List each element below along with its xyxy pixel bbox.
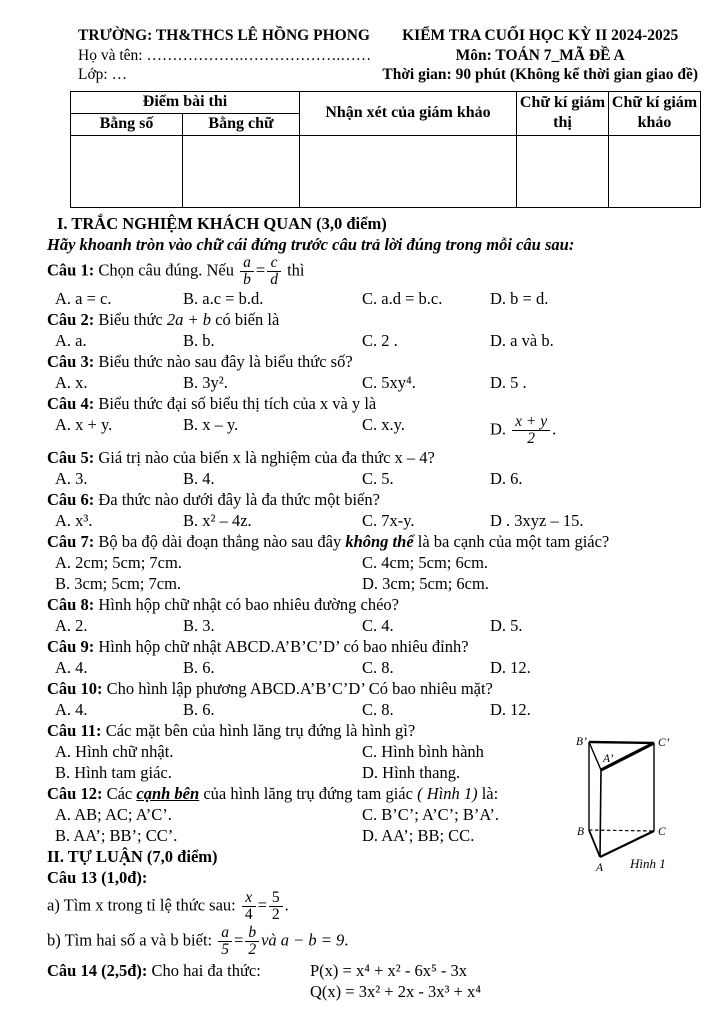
question-5	[47, 447, 698, 489]
comment-cell	[300, 135, 517, 207]
vertex-label-b-prime: B’	[576, 736, 587, 748]
option-b: B. 3cm; 5cm; 7cm.	[55, 573, 182, 593]
question-7	[47, 531, 698, 594]
option-a: A. x³.	[55, 510, 93, 530]
option-c: C. a.d = b.c.	[362, 288, 443, 308]
question-6-label: Câu 6:	[47, 489, 95, 509]
question-7-statement	[47, 531, 698, 552]
score-words-cell	[183, 135, 300, 207]
option-a: A. 4.	[55, 657, 88, 677]
fraction-numerator: b	[245, 925, 259, 942]
question-3	[47, 351, 698, 393]
option-b: B. x² – 4z.	[183, 510, 252, 530]
polynomials-block	[310, 960, 481, 1002]
question-11-label: Câu 11:	[47, 720, 102, 740]
question-7-text: Bộ ba độ dài đoạn thẳng nào sau đây	[98, 531, 342, 551]
option-c: C. 8.	[362, 699, 394, 719]
question-13-label: Câu 13 (1,0đ):	[47, 867, 148, 887]
option-b: B. 6.	[183, 657, 215, 677]
option-c: C. 4.	[362, 615, 394, 635]
fraction-b-over-2	[245, 925, 259, 958]
question-5-text: Giá trị nào của biến x là nghiệm của đa thức x – 4?	[98, 447, 435, 467]
option-b: B. x – y.	[183, 414, 239, 434]
question-7-text-after: là ba cạnh của một tam giác?	[417, 531, 610, 551]
option-a: A. x + y.	[55, 414, 113, 434]
part-b-text: b) Tìm hai số a và b biết:	[47, 929, 213, 949]
option-b: B. a.c = b.d.	[183, 288, 264, 308]
grader-signature-header: Chữ kí giám khảo	[609, 91, 701, 135]
section-2-title: II. TỰ LUẬN (7,0 điểm)	[47, 846, 218, 866]
option-c: C. 5xy⁴.	[362, 372, 416, 392]
figure-hinh-1-triangular-prism	[570, 724, 715, 884]
vertex-label-a: A	[596, 862, 604, 874]
score-number-header: Bằng số	[71, 113, 183, 135]
edge-bprime-cprime	[589, 742, 654, 743]
emphasized-phrase: cạnh bên	[136, 783, 200, 803]
question-9-statement	[47, 636, 698, 657]
time-line: Thời gian: 90 phút (Không kể thời gian giao đề)	[382, 66, 698, 83]
option-c: C. 8.	[362, 657, 394, 677]
option-d: D. Hình thang.	[362, 762, 461, 782]
question-3-label: Câu 3:	[47, 351, 95, 371]
score-number-cell	[71, 135, 183, 207]
option-c: C. 7x-y.	[362, 510, 415, 530]
option-b: B. b.	[183, 330, 215, 350]
question-5-statement	[47, 447, 698, 468]
figure-reference: ( Hình 1)	[417, 783, 478, 803]
question-4-statement	[47, 393, 698, 414]
fraction-denominator: d	[270, 270, 278, 288]
equals-sign: =	[255, 259, 266, 279]
edge-b-a	[589, 830, 600, 857]
question-2	[47, 309, 698, 351]
question-1-label: Câu 1:	[47, 259, 95, 279]
option-d: D. 12.	[490, 657, 531, 677]
edge-bprime-aprime	[589, 742, 601, 770]
edge-a-c	[600, 831, 654, 857]
vertex-label-b: B	[577, 826, 585, 838]
question-14	[47, 960, 698, 1004]
question-3-text: Biểu thức nào sau đây là biểu thức số?	[98, 351, 353, 371]
fraction-denominator: 2	[271, 905, 280, 923]
question-1-options	[47, 288, 698, 309]
option-d: D. 3cm; 5cm; 6cm.	[362, 573, 489, 593]
fraction-5-over-2	[269, 890, 283, 923]
subject-line: Môn: TOÁN 7_MÃ ĐỀ A	[455, 46, 625, 64]
question-8-statement	[47, 594, 698, 615]
option-d: D. 5.	[490, 615, 523, 635]
question-10	[47, 678, 698, 720]
emphasized-phrase: không thể	[345, 531, 414, 551]
question-10-text: Cho hình lập phương ABCD.A’B’C’D’ Có bao nhiêu mặt?	[106, 678, 493, 698]
equals-sign: =	[257, 894, 267, 914]
fraction-numerator: c	[267, 255, 281, 272]
question-8-text: Hình hộp chữ nhật có bao nhiêu đường chéo?	[98, 594, 399, 614]
option-c: C. x.y.	[362, 414, 405, 434]
fraction-numerator: x	[242, 890, 256, 907]
option-c: C. 5.	[362, 468, 394, 488]
option-a: A. 4.	[55, 699, 88, 719]
option-a: A. x.	[55, 372, 88, 392]
question-4-label: Câu 4:	[47, 393, 95, 413]
question-14-label: Câu 14 (2,5đ):	[47, 960, 148, 980]
section-1-instruction: Hãy khoanh tròn vào chữ cái đứng trước câu trả lời đúng trong mỗi câu sau:	[47, 234, 575, 254]
option-c: C. 2 .	[362, 330, 398, 350]
option-b: B. 6.	[183, 699, 215, 719]
fraction-c-over-d	[267, 255, 281, 288]
question-7-label: Câu 7:	[47, 531, 95, 551]
question-1-statement	[47, 255, 698, 288]
header-left-block	[47, 26, 382, 85]
fraction-denominator: 2	[248, 940, 257, 958]
option-a: A. a = c.	[55, 288, 112, 308]
question-2-options	[47, 330, 698, 351]
school-name: TRƯỜNG: TH&THCS LÊ HỒNG PHONG	[78, 27, 370, 44]
question-14-text: Cho hai đa thức:	[151, 960, 261, 980]
question-6-options	[47, 510, 698, 531]
question-3-options	[47, 372, 698, 393]
question-10-options	[47, 699, 698, 720]
option-d-label: D.	[490, 418, 507, 438]
polynomial-q: Q(x) = 3x² + 2x - 3x³ + x⁴	[310, 981, 481, 1001]
grader-signature-cell	[609, 135, 701, 207]
option-a: A. Hình chữ nhật.	[55, 741, 174, 761]
question-9-text: Hình hộp chữ nhật ABCD.A’B’C’D’ có bao nhiêu đỉnh?	[98, 636, 469, 656]
option-a: A. 3.	[55, 468, 88, 488]
student-name-line: Họ và tên: ……………….……………….……	[78, 46, 372, 64]
math-expression: 2a + b	[166, 309, 211, 329]
fraction-numerator: a	[240, 255, 254, 272]
option-b: B. Hình tam giác.	[55, 762, 172, 782]
question-13-part-a	[47, 890, 698, 923]
part-a-period: .	[284, 894, 289, 914]
fraction-numerator: 5	[269, 890, 283, 907]
question-8-label: Câu 8:	[47, 594, 95, 614]
polynomial-p: P(x) = x⁴ + x² - 6x⁵ - 3x	[310, 960, 467, 980]
edge-aprime-a	[600, 770, 601, 857]
option-a: A. 2cm; 5cm; 7cm.	[55, 552, 182, 572]
question-6-statement	[47, 489, 698, 510]
option-d: D. 5 .	[490, 372, 527, 392]
fraction-denominator: 5	[221, 940, 229, 958]
question-1	[47, 255, 698, 309]
question-8	[47, 594, 698, 636]
question-4-text: Biểu thức đại số biểu thị tích của x và y là	[98, 393, 377, 413]
question-5-label: Câu 5:	[47, 447, 95, 467]
option-b: B. 3.	[183, 615, 215, 635]
question-6	[47, 489, 698, 531]
question-12-text: Các	[106, 783, 133, 803]
question-2-label: Câu 2:	[47, 309, 95, 329]
class-line: Lớp: …	[78, 66, 128, 83]
fraction-numerator: x + y	[512, 414, 550, 431]
question-4	[47, 393, 698, 447]
question-5-options	[47, 468, 698, 489]
question-12-text-mid: của hình lăng trụ đứng tam giác	[203, 783, 413, 803]
option-b: B. AA’; BB’; CC’.	[55, 825, 178, 845]
comment-header: Nhận xét của giám khảo	[300, 91, 517, 135]
fraction-a-over-b	[240, 255, 254, 288]
math-expression: a − b = 9	[280, 929, 345, 949]
option-d: D . 3xyz – 15.	[490, 510, 584, 530]
option-b: B. 4.	[183, 468, 215, 488]
fraction-x-plus-y-over-2	[512, 414, 550, 447]
fraction-a-over-5	[218, 925, 232, 958]
figure-caption: Hình 1	[630, 856, 666, 871]
part-b-period: .	[344, 929, 349, 949]
exam-title: KIỂM TRA CUỐI HỌC KỲ II 2024-2025	[402, 27, 679, 44]
option-a: A. 2.	[55, 615, 88, 635]
part-b-conjunction: và	[261, 929, 277, 949]
question-12-text-after: là:	[481, 783, 499, 803]
question-6-text: Đa thức nào dưới đây là đa thức một biến?	[98, 489, 380, 509]
question-1-text: Chọn câu đúng. Nếu	[98, 259, 234, 279]
fraction-x-over-4	[242, 890, 256, 923]
question-10-label: Câu 10:	[47, 678, 103, 698]
option-d: D. a và b.	[490, 330, 554, 350]
fraction-denominator: 4	[244, 905, 253, 923]
question-9	[47, 636, 698, 678]
proctor-signature-header: Chữ kí giám thị	[517, 91, 609, 135]
option-c: C. B’C’; A’C’; B’A’.	[362, 804, 500, 824]
question-2-text-after: có biến là	[215, 309, 280, 329]
question-2-text: Biểu thức	[98, 309, 163, 329]
exam-header	[47, 26, 698, 85]
question-9-label: Câu 9:	[47, 636, 95, 656]
option-d: D. b = d.	[490, 288, 549, 308]
option-d: D. 6.	[490, 468, 523, 488]
question-9-options	[47, 657, 698, 678]
fraction-denominator: 2	[527, 429, 536, 447]
question-1-text-after: thì	[287, 259, 305, 279]
option-b: B. 3y².	[183, 372, 228, 392]
option-c: C. Hình bình hành	[362, 741, 484, 761]
fraction-denominator: b	[243, 270, 251, 288]
question-4-options	[47, 414, 698, 447]
option-a: A. AB; AC; A’C’.	[55, 804, 172, 824]
score-group-header: Điểm bài thi	[71, 91, 300, 113]
question-2-statement	[47, 309, 698, 330]
vertex-label-c: C	[658, 826, 666, 838]
question-7-options	[47, 552, 698, 594]
question-13-part-b	[47, 925, 698, 958]
question-10-statement	[47, 678, 698, 699]
equals-sign: =	[234, 929, 244, 949]
vertex-label-a-prime: A’	[603, 753, 614, 765]
proctor-signature-cell	[517, 135, 609, 207]
header-right-block	[382, 26, 698, 85]
fraction-numerator: a	[218, 925, 232, 942]
part-a-text: a) Tìm x trong tỉ lệ thức sau:	[47, 894, 236, 914]
question-12-label: Câu 12:	[47, 783, 103, 803]
question-11-text: Các mặt bên của hình lăng trụ đứng là hình gì?	[105, 720, 416, 740]
option-d: D. AA’; BB; CC.	[362, 825, 475, 845]
option-d	[490, 414, 698, 447]
option-c: C. 4cm; 5cm; 6cm.	[362, 552, 489, 572]
question-3-statement	[47, 351, 698, 372]
edge-b-c-hidden	[589, 830, 654, 831]
vertex-label-c-prime: C’	[658, 737, 670, 749]
score-words-header: Bằng chữ	[183, 113, 300, 135]
section-1-title: I. TRẮC NGHIỆM KHÁCH QUAN (3,0 điểm)	[57, 213, 387, 233]
question-8-options	[47, 615, 698, 636]
score-table	[70, 91, 701, 208]
option-d-period: .	[552, 418, 557, 438]
option-a: A. a.	[55, 330, 87, 350]
option-d: D. 12.	[490, 699, 531, 719]
